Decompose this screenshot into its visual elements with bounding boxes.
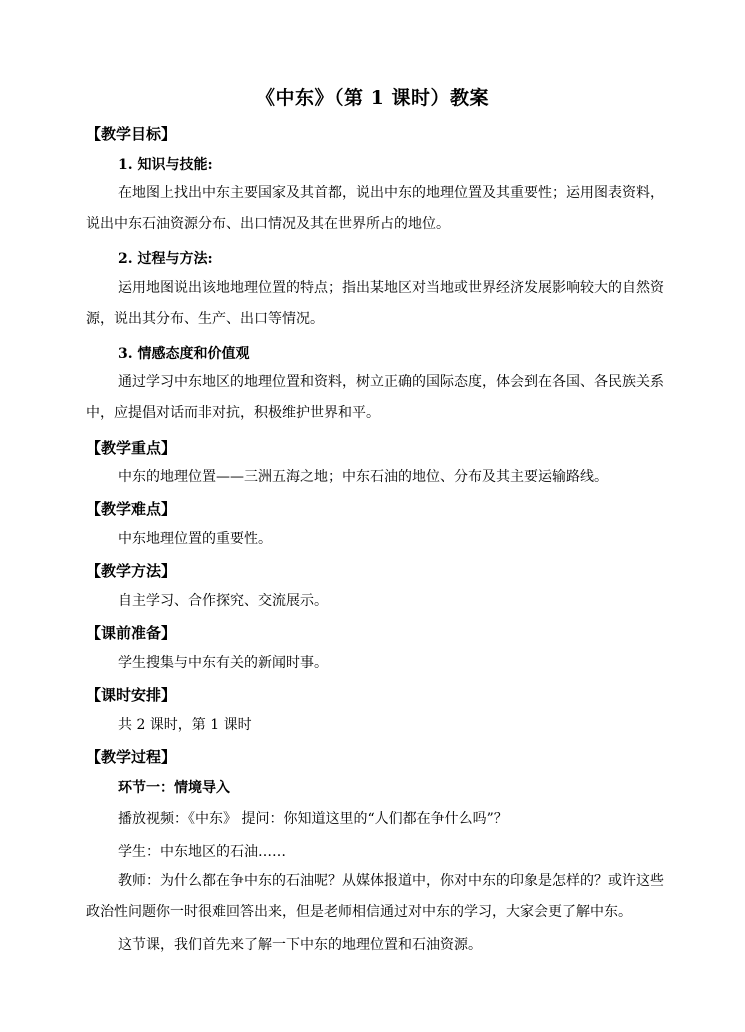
heading-schedule: 【课时安排】 — [86, 686, 177, 704]
text-closing: 这节课，我们首先来了解一下中东的地理位置和石油资源。 — [118, 937, 482, 953]
text-key-points: 中东的地理位置——三洲五海之地；中东石油的地位、分布及其主要运输路线。 — [118, 469, 608, 485]
paragraph-attitude-values: 通过学习中东地区的地理位置和资料，树立正确的国际态度，体会到在各国、各民族关系中，应提倡对话而非对抗，积极维护世界和平。 — [86, 374, 664, 421]
paragraph-process-methods: 运用地图说出该地地理位置的特点；指出某地区对当地或世界经济发展影响较大的自然资源，说出其分布、生产、出口等情况。 — [86, 280, 664, 327]
heading-teaching-process: 【教学过程】 — [86, 748, 177, 766]
heading-preparation: 【课前准备】 — [86, 624, 177, 642]
subheading-attitude-values: 3. 情感态度和价值观 — [118, 346, 250, 362]
text-methods: 自主学习、合作探究、交流展示。 — [118, 593, 328, 609]
text-student-answer: 学生：中东地区的石油…… — [118, 844, 286, 860]
subheading-knowledge-skills: 1. 知识与技能: — [118, 157, 213, 173]
text-preparation: 学生搜集与中东有关的新闻时事。 — [118, 655, 328, 671]
paragraph-knowledge-skills: 在地图上找出中东主要国家及其首都，说出中东的地理位置及其重要性；运用图表资料，说出中东石油资源分布、出口情况及其在世界所占的地位。 — [86, 185, 664, 232]
heading-methods: 【教学方法】 — [86, 562, 177, 580]
heading-teaching-objectives: 【教学目标】 — [86, 125, 177, 143]
text-video-prompt: 播放视频：《中东》 提问：你知道这里的“人们都在争什么吗”？ — [118, 811, 508, 827]
document-title: 《中东》（第 1 课时）教案 — [256, 87, 489, 109]
paragraph-teacher: 教师：为什么都在争中东的石油呢？从媒体报道中，你对中东的印象是怎样的？或许这些政治性问题你一时很难回答出来，但是老师相信通过对中东的学习，大家会更了解中东。 — [86, 873, 664, 920]
heading-key-points: 【教学重点】 — [86, 439, 177, 457]
subheading-step-one: 环节一：情境导入 — [118, 780, 230, 796]
subheading-process-methods: 2. 过程与方法: — [118, 251, 213, 267]
text-schedule: 共 2 课时，第 1 课时 — [118, 717, 252, 733]
text-difficulties: 中东地理位置的重要性。 — [118, 531, 272, 547]
heading-difficulties: 【教学难点】 — [86, 500, 177, 518]
